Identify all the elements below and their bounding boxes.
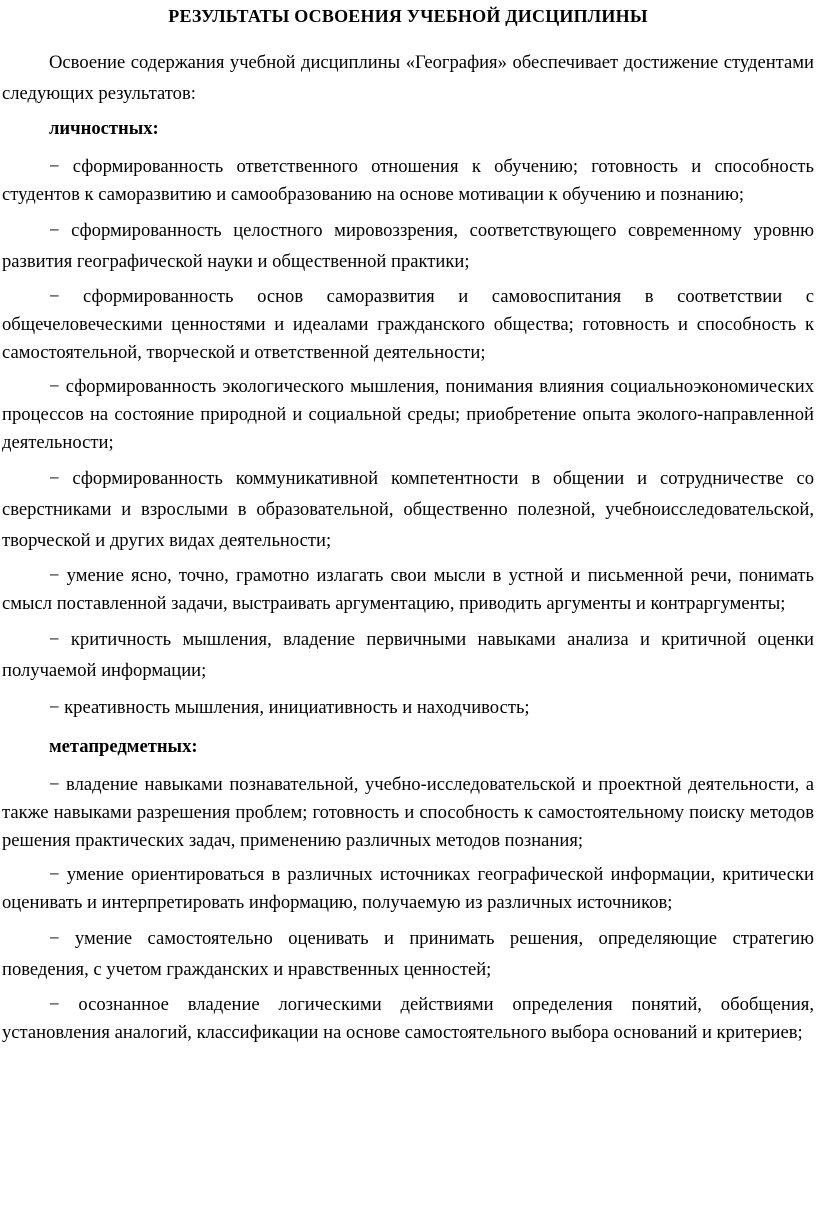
meta-item: − умение ориентироваться в различных источниках географической информации, критически оценивать и интерпретировать информацию, получаемую из различных источников; (2, 864, 814, 913)
personal-item: − критичность мышления, владение первичными навыками анализа и критичной оценки получаемой информации; (2, 629, 814, 681)
personal-item: − сформированность экологического мышления, понимания влияния социальноэкономических процессов на состояние природной и социальной среды; приобретение опыта эколого-направленной деятельности; (2, 376, 814, 453)
personal-item: − сформированность целостного мировоззрения, соответствующего современному уровню развития географической науки и общественной практики; (2, 220, 814, 272)
intro-paragraph: Освоение содержания учебной дисциплины «География» обеспечивает достижение студентами следующих результатов: (2, 52, 814, 104)
meta-results-heading: метапредметных: (49, 736, 198, 757)
personal-item: − сформированность коммуникативной компетентности в общении и сотрудничестве со сверстниками и взрослыми в образовательной, общественно полезной, учебноисследовательской, творческой и других видах деятельности; (2, 468, 814, 551)
personal-item: − креативность мышления, инициативность и находчивость; (49, 697, 530, 718)
personal-item: − умение ясно, точно, грамотно излагать свои мысли в устной и письменной речи, понимать смысл поставленной задачи, выстраивать аргументацию, приводить аргументы и контраргументы; (2, 565, 814, 614)
meta-item: − осознанное владение логическими действиями определения понятий, обобщения, установления аналогий, классификации на основе самостоятельного выбора оснований и критериев; (2, 994, 814, 1043)
personal-item: − сформированность ответственного отношения к обучению; готовность и способность студентов к саморазвитию и самообразованию на основе мотивации к обучению и познанию; (2, 156, 814, 205)
meta-item: − владение навыками познавательной, учебно-исследовательской и проектной деятельности, а также навыками разрешения проблем; готовность и способность к самостоятельному поиску методов решения практических задач, применению различных методов познания; (2, 774, 814, 851)
meta-item: − умение самостоятельно оценивать и принимать решения, определяющие стратегию поведения, с учетом гражданских и нравственных ценностей; (2, 928, 814, 980)
personal-item: − сформированность основ саморазвития и самовоспитания в соответствии с общечеловеческими ценностями и идеалами гражданского общества; готовность и способность к самостоятельной, творческой и ответственной деятельности; (2, 286, 814, 363)
page-title: РЕЗУЛЬТАТЫ ОСВОЕНИЯ УЧЕБНОЙ ДИСЦИПЛИНЫ (168, 6, 648, 26)
personal-results-heading: личностных: (49, 118, 159, 139)
